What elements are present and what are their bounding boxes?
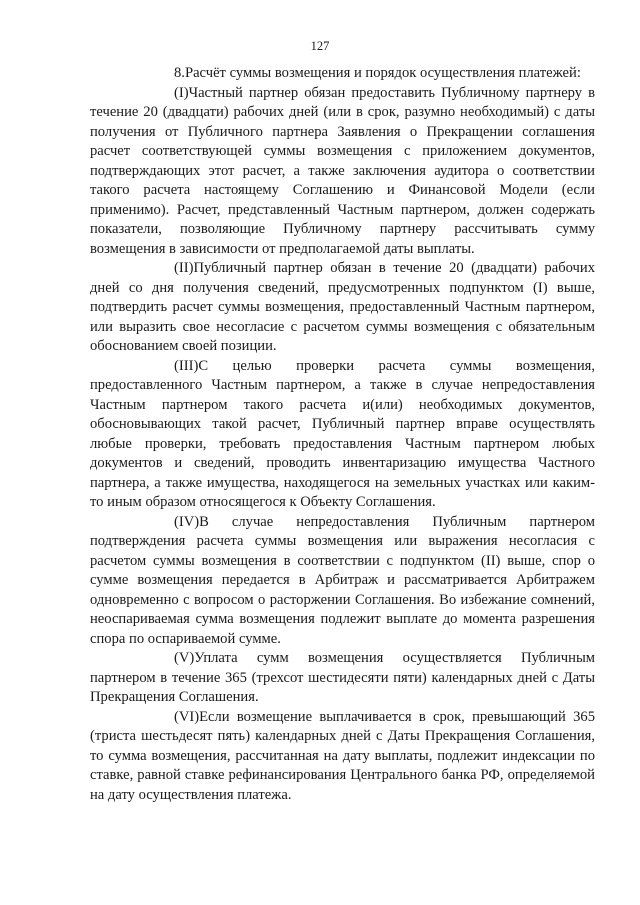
clause-marker: (VI)	[174, 708, 200, 725]
clause-marker: (III)	[174, 357, 199, 374]
clause-text: Частный партнер обязан предоставить Публичному партнеру в течение 20 (двадцати) рабочих дней (или в срок, разумно необходимый) с даты получения от Публичного партнера Заявления о Прекращении соглашения расчет соответствующей суммы возмещения с приложением документов, подтверждающих этот расчет, а также заключения аудитора о соответствии такого расчета настоящему Соглашению и Финансовой Модели (если применимо). Расчет, представленный Частным партнером, должен содержать показатели, позволяющие Публичному партнеру рассчитывать сумму возмещения в зависимости от предполагаемой даты выплаты.	[90, 84, 595, 257]
clause-iv	[90, 513, 595, 650]
page-number: 127	[310, 39, 330, 53]
clause-marker: (V)	[174, 650, 195, 666]
section-heading	[90, 64, 595, 84]
clause-marker: (I)	[174, 84, 189, 101]
clause-iii	[90, 357, 595, 513]
clause-i	[90, 84, 595, 260]
clause-text: Если возмещение выплачивается в срок, превышающий 365 (триста шестьдесят пять) календарных дней с Даты Прекращения Соглашения, то сумма возмещения, рассчитанная на дату выплаты, подлежит индексации по ставке, равной ставке рефинансирования Центрального банка РФ, определяемой на дату осуществления платежа.	[90, 708, 595, 803]
clause-ii	[90, 259, 595, 357]
section-number: 8.	[174, 65, 185, 81]
clause-marker: (IV)	[174, 513, 200, 530]
section-title: Расчёт суммы возмещения и порядок осуществления платежей:	[184, 65, 581, 81]
clause-text: С целью проверки расчета суммы возмещения, предоставленного Частным партнером, а также в случае непредоставления Частным партнером такого расчета и(или) необходимых документов, обосновывающих такой расчет, Публичный партнер вправе осуществлять любые проверки, требовать предоставления Частным партнером любых документов и сведений, проводить инвентаризацию имущества Частного партнера, а также имущества, находящегося на земельных участках или каким-то иным образом относящегося к Объекту Соглашения.	[90, 357, 595, 510]
clause-vi	[90, 708, 595, 806]
clause-v	[90, 649, 595, 708]
document-body	[90, 64, 595, 805]
clause-text: Уплата сумм возмещения осуществляется Публичным партнером в течение 365 (трехсот шестидесяти пяти) календарных дней с Даты Прекращения Соглашения.	[90, 650, 595, 705]
clause-text: Публичный партнер обязан в течение 20 (двадцати) рабочих дней со дня получения сведений, предусмотренных подпунктом (I) выше, подтвердить расчет суммы возмещения, предоставленный Частным партнером, или выразить свое несогласие с расчетом суммы возмещения с обязательным обоснованием своей позиции.	[90, 260, 595, 354]
clause-marker: (II)	[174, 260, 194, 276]
clause-text: В случае непредоставления Публичным партнером подтверждения расчета суммы возмещения или выражения несогласия с расчетом суммы возмещения в соответствии с подпунктом (II) выше, спор о сумме возмещения передается в Арбитраж и рассматривается Арбитражем одновременно с вопросом о расторжении Соглашения. Во избежание сомнений, неоспариваемая сумма возмещения подлежит выплате до момента разрешения спора по оспариваемой сумме.	[90, 513, 595, 647]
